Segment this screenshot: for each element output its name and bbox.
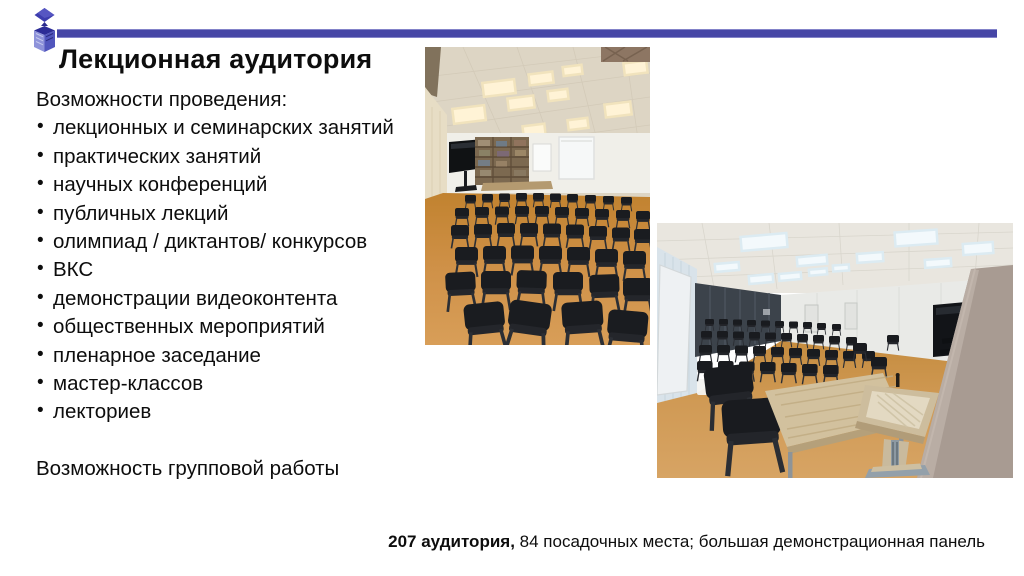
group-work-note: Возможность групповой работы [36,456,340,480]
page-title: Лекционная аудитория [59,44,373,74]
bullet-item: • лекториев [36,398,426,426]
bullet-item: • практических занятий [36,143,426,171]
photo-lecture-hall-rows [425,47,650,345]
bullet-item: • ВКС [36,256,426,284]
bullet-item: • демонстрации видеоконтента [36,285,426,313]
bullet-item: • общественных мероприятий [36,313,426,341]
photo-lecture-hall-podium [657,223,1013,478]
logo-book-cube-icon [31,7,58,53]
room-caption-number: 207 аудитория, [388,532,515,551]
bullet-item: • публичных лекций [36,200,426,228]
room-caption [388,532,985,552]
bookshelf [475,137,529,185]
bullet-item: • лекционных и семинарских занятий [36,114,426,142]
header-accent-bar [57,29,997,38]
bullet-item: • пленарное заседание [36,342,426,370]
bullet-item: • мастер-классов [36,370,426,398]
room-caption-details: 84 посадочных места; большая демонстрационная панель [514,532,985,551]
capabilities-list [36,114,426,426]
bullet-item: • олимпиад / диктантов/ конкурсов [36,228,426,256]
capabilities-intro: Возможности проведения: [36,88,288,111]
capabilities-section [36,86,426,483]
bullet-item: • научных конференций [36,171,426,199]
